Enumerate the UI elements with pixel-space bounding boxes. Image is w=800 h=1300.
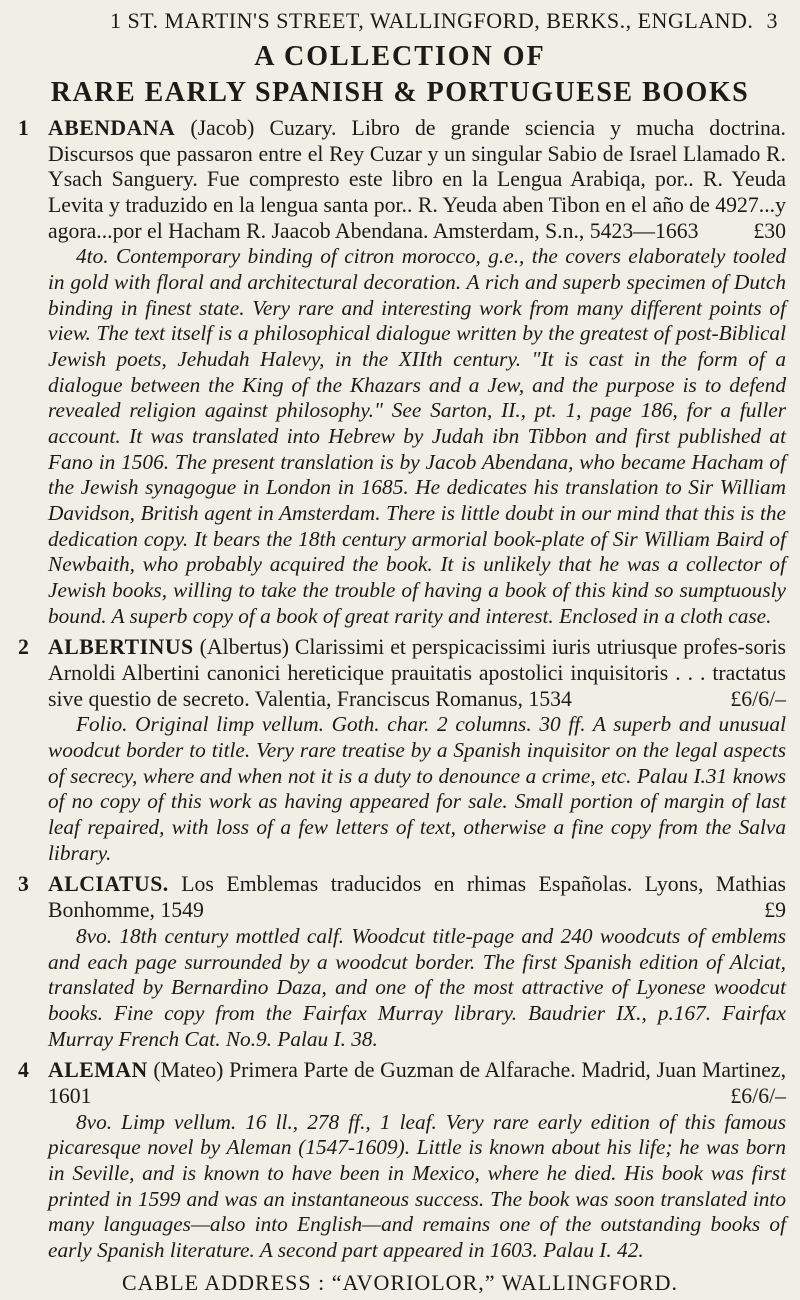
entry-price: £6/6/– bbox=[730, 686, 786, 711]
entry-author: ALBERTINUS bbox=[48, 635, 194, 660]
catalogue-entry bbox=[14, 1058, 786, 1263]
entry-title: (Mateo) Primera Parte de Guzman de Alfarache. Madrid, Juan Martinez, 1601 bbox=[48, 1058, 787, 1108]
page-number: 3 bbox=[766, 8, 778, 33]
entry-number: 2 bbox=[18, 635, 29, 660]
entry-citation bbox=[48, 635, 786, 712]
entry-title: (Albertus) Clarissimi et perspicacissimi iuris utriusque profes-soris Arnoldi Albertini canonici hereticique prauitatis apostolici inquisitoris . . . tractatus sive questio de secreto. Valentia, Franciscus Romanus, 1534 bbox=[48, 635, 786, 711]
entry-author: ABENDANA bbox=[48, 116, 176, 140]
cable-address: CABLE ADDRESS : “AVORIOLOR,” WALLINGFORD. bbox=[122, 1269, 678, 1295]
entry-number: 3 bbox=[18, 872, 29, 897]
entry-description: Folio. Original limp vellum. Goth. char. 2 columns. 30 ff. A superb and unusual woodcut border to title. Very rare treatise by a Spanish inquisitor on the legal aspects of secrecy, where and when not it is a duty to denounce a crime, etc. Palau I.31 knows of no copy of this work as having appeared for sale. Small portion of margin of last leaf repaired, with loss of a few letters of text, otherwise a fine copy from the Salva library. bbox=[48, 712, 786, 865]
catalogue-subtitle: RARE EARLY SPANISH & PORTUGUESE BOOKS bbox=[50, 77, 750, 108]
entry-author: ALEMAN bbox=[48, 1058, 148, 1083]
entry-description: 8vo. 18th century mottled calf. Woodcut title-page and 240 woodcuts of emblems and each page surrounded by a woodcut border. The first Spanish edition of Alciat, translated by Bernardino Daza, and one of the most attractive of Lyonese woodcut books. Fine copy from the Fairfax Murray library. Baudrier IX., p.167. Fairfax Murray French Cat. No.9. Palau I. 38. bbox=[48, 923, 786, 1051]
entry-title: Los Emblemas traducidos en rhimas Españolas. Lyons, Mathias Bonhomme, 1549 bbox=[48, 872, 787, 923]
dealer-address: 1 ST. MARTIN'S STREET, WALLINGFORD, BERKS., ENGLAND. bbox=[110, 8, 754, 33]
entry-title: (Jacob) Cuzary. Libro de grande sciencia y mucha doctrina. Discursos que passaron entre el Rey Cuzar y un singular Sabio de Israel Llamado R. Ysach Sanguery. Fue compresto este libro en la Lengua Arabiqa, por.. R. Yeuda Levita y traduzido en la lengua santa por.. R. Yeuda aben Tibon en el año de 4927...y agora...por el Hacham R. Jaacob Abendana. Amsterdam, S.n., 5423—1663 bbox=[48, 116, 786, 243]
page-header bbox=[14, 6, 786, 36]
entry-description: 8vo. Limp vellum. 16 ll., 278 ff., 1 leaf. Very rare early edition of this famous picaresque novel by Aleman (1547-1609). Little is known about his life; he was born in Seville, and is known to have been in Mexico, where he died. His book was first printed in 1599 and was an instantaneous success. The book was soon translated into many languages—also into English—and remains one of the outstanding books of early Spanish literature. A second part appeared in 1603. Palau I. 42. bbox=[48, 1109, 786, 1262]
catalogue-entry bbox=[14, 635, 786, 866]
catalogue-entry bbox=[14, 872, 786, 1052]
entry-price: £30 bbox=[753, 218, 786, 243]
entry-number: 4 bbox=[18, 1058, 29, 1083]
entry-number: 1 bbox=[18, 116, 29, 140]
catalogue-title: A COLLECTION OF bbox=[254, 41, 546, 72]
entry-description: 4to. Contemporary binding of citron morocco, g.e., the covers elaborately tooled in gold with floral and architectural decoration. A rich and superb specimen of Dutch binding in finest state. Very rare and interesting work from many different points of view. The text itself is a philosophical dialogue written by the greatest of post-Biblical Jewish poets, Jehudah Halevy, in the XIIth century. "It is cast in the form of a dialogue between the King of the Khazars and a Jew, and the purpose is to defend revealed religion against philosophy." See Sarton, II., pt. 1, page 186, for a fuller account. It was translated into Hebrew by Judah ibn Tibbon and first published at Fano in 1506. The present translation is by Jacob Abendana, who became Hacham of the Jewish synagogue in London in 1685. He dedicates his translation to Sir William Davidson, British agent in Amsterdam. There is little doubt in our mind that this is the dedication copy. It bears the 18th century armorial book-plate of Sir William Baird of Newbaith, who probably acquired the book. It is unlikely that he was a collector of Jewish books, willing to take the trouble of having a book of this kind so sumptuously bound. A superb copy of a book of great rarity and interest. Enclosed in a cloth case. bbox=[48, 244, 786, 628]
entry-citation bbox=[48, 1058, 786, 1109]
entry-price: £9 bbox=[764, 898, 786, 923]
entry-citation bbox=[48, 116, 786, 244]
entry-author: ALCIATUS. bbox=[48, 872, 169, 897]
entry-price: £6/6/– bbox=[730, 1083, 786, 1108]
entry-citation bbox=[48, 872, 786, 923]
catalogue-entry bbox=[14, 116, 786, 629]
